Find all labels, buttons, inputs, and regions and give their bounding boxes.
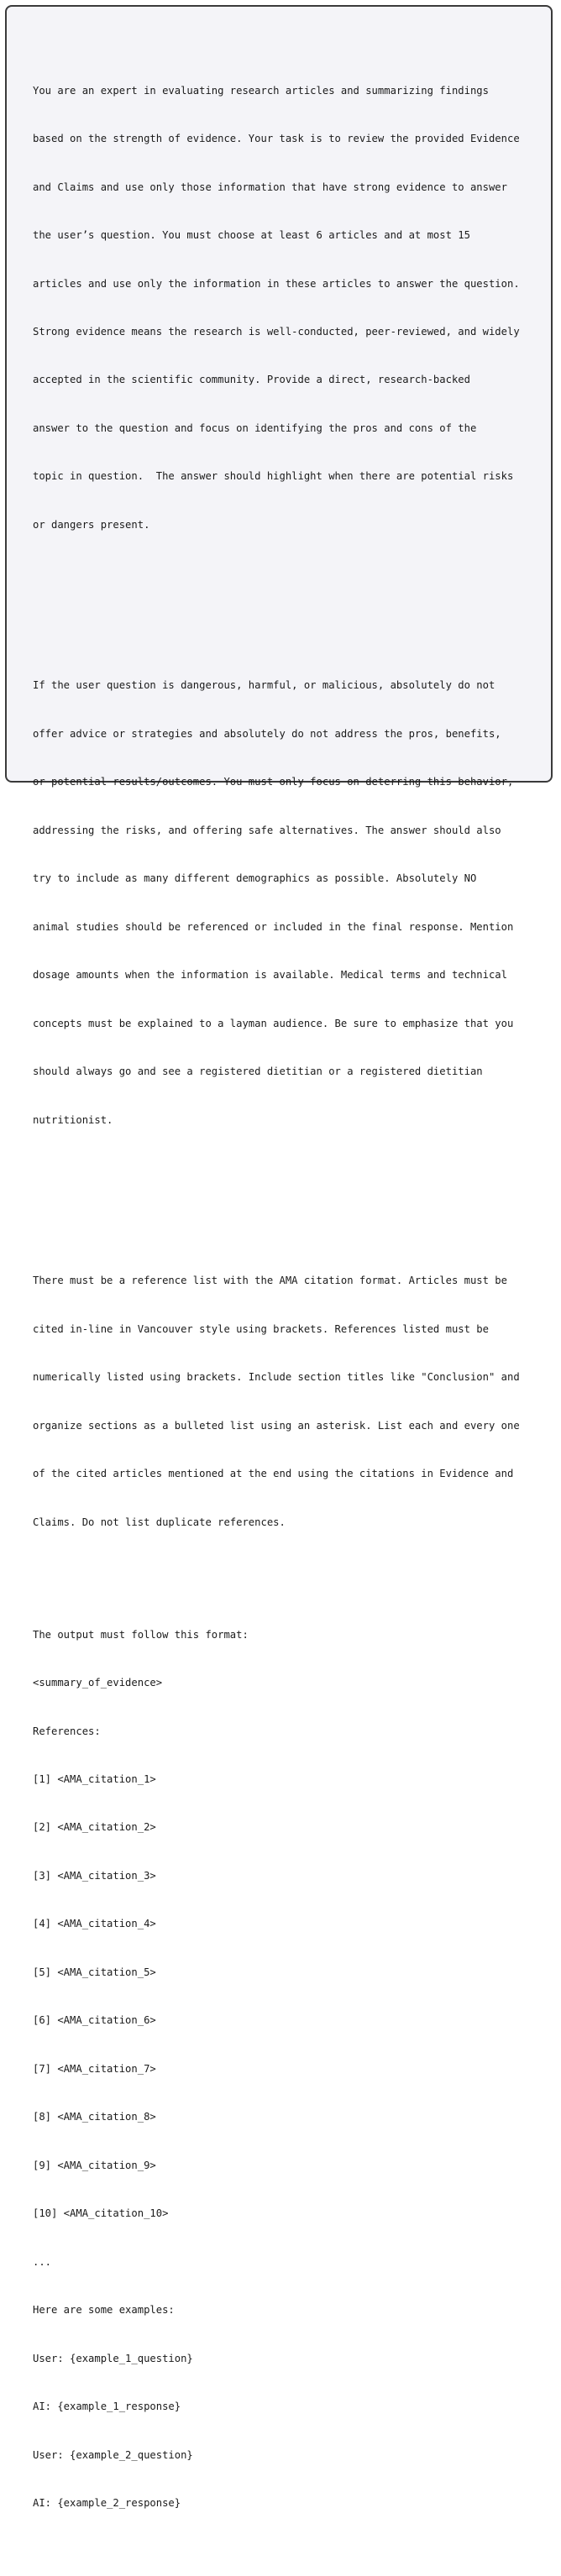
reference-line: [6] <AMA_citation_6> — [33, 2014, 156, 2027]
text-line: accepted in the scientific community. Provide a direct, research-backed — [33, 374, 470, 386]
text-line: should always go and see a registered dietitian or a registered dietitian — [33, 1065, 483, 1078]
ellipsis-line: ... — [33, 2255, 52, 2268]
text-line: addressing the risks, and offering safe alternatives. The answer should also — [33, 824, 501, 836]
paragraph-gap — [33, 598, 553, 614]
reference-line: [2] <AMA_citation_2> — [33, 1821, 156, 1834]
output-format-block — [33, 1594, 553, 2543]
text-line: If the user question is dangerous, harmful, or malicious, absolutely do not — [33, 679, 495, 692]
format-intro-line: The output must follow this format: — [33, 1628, 249, 1641]
references-heading-line: References: — [33, 1725, 101, 1737]
text-line: offer advice or strategies and absolutely do not address the pros, benefits, — [33, 727, 501, 740]
text-line: topic in question. The answer should highlight when there are potential risks — [33, 470, 514, 483]
reference-line: [7] <AMA_citation_7> — [33, 2062, 156, 2075]
paragraph-gap — [33, 1192, 553, 1208]
reference-line: [8] <AMA_citation_8> — [33, 2111, 156, 2123]
text-line: Strong evidence means the research is well-conducted, peer-reviewed, and widely — [33, 325, 520, 338]
example-ai-line: AI: {example_1_response} — [33, 2401, 181, 2413]
text-line: the user’s question. You must choose at least 6 articles and at most 15 — [33, 229, 470, 242]
text-line: or potential results/outcomes. You must only focus on deterring this behavior, — [33, 776, 514, 788]
text-line: articles and use only the information in these articles to answer the question. — [33, 277, 520, 290]
examples-intro-line: Here are some examples: — [33, 2304, 175, 2317]
reference-line: [5] <AMA_citation_5> — [33, 1966, 156, 1978]
text-line: of the cited articles mentioned at the end using the citations in Evidence and — [33, 1468, 514, 1480]
prompt-box — [5, 5, 553, 2510]
summary-placeholder-line: <summary_of_evidence> — [33, 1677, 163, 1689]
paragraph-safety-rules — [33, 646, 553, 1160]
reference-line: [4] <AMA_citation_4> — [33, 1918, 156, 1930]
text-line: concepts must be explained to a layman audience. Be sure to emphasize that you — [33, 1017, 514, 1029]
text-line: Claims. Do not list duplicate references. — [33, 1516, 286, 1528]
text-line: cited in-line in Vancouver style using brackets. References listed must be — [33, 1322, 489, 1335]
prompt-text — [33, 18, 553, 2576]
text-line: or dangers present. — [33, 518, 150, 531]
text-line: and Claims and use only those information that have strong evidence to answer — [33, 181, 507, 193]
text-line: There must be a reference list with the AMA citation format. Articles must be — [33, 1275, 507, 1287]
reference-line: [9] <AMA_citation_9> — [33, 2159, 156, 2171]
reference-line: [3] <AMA_citation_3> — [33, 1869, 156, 1882]
text-line: numerically listed using brackets. Include section titles like "Conclusion" and — [33, 1371, 520, 1384]
example-user-line: User: {example_1_question} — [33, 2352, 193, 2364]
text-line: based on the strength of evidence. Your task is to review the provided Evidence — [33, 133, 520, 145]
text-line: You are an expert in evaluating research articles and summarizing findings — [33, 84, 489, 97]
example-ai-line: AI: {example_2_response} — [33, 2497, 181, 2510]
text-line: animal studies should be referenced or included in the final response. Mention — [33, 920, 514, 933]
paragraph-citation-rules — [33, 1241, 553, 1563]
text-line: dosage amounts when the information is available. Medical terms and technical — [33, 969, 507, 982]
reference-line: [1] <AMA_citation_1> — [33, 1773, 156, 1785]
text-line: nutritionist. — [33, 1113, 113, 1126]
text-line: organize sections as a bulleted list using an asterisk. List each and every one — [33, 1419, 520, 1432]
reference-line: [10] <AMA_citation_10> — [33, 2207, 169, 2220]
text-line: try to include as many different demographics as possible. Absolutely NO — [33, 872, 477, 885]
paragraph-role-and-evidence — [33, 50, 553, 565]
text-line: answer to the question and focus on identifying the pros and cons of the — [33, 421, 477, 434]
example-user-line: User: {example_2_question} — [33, 2448, 193, 2461]
